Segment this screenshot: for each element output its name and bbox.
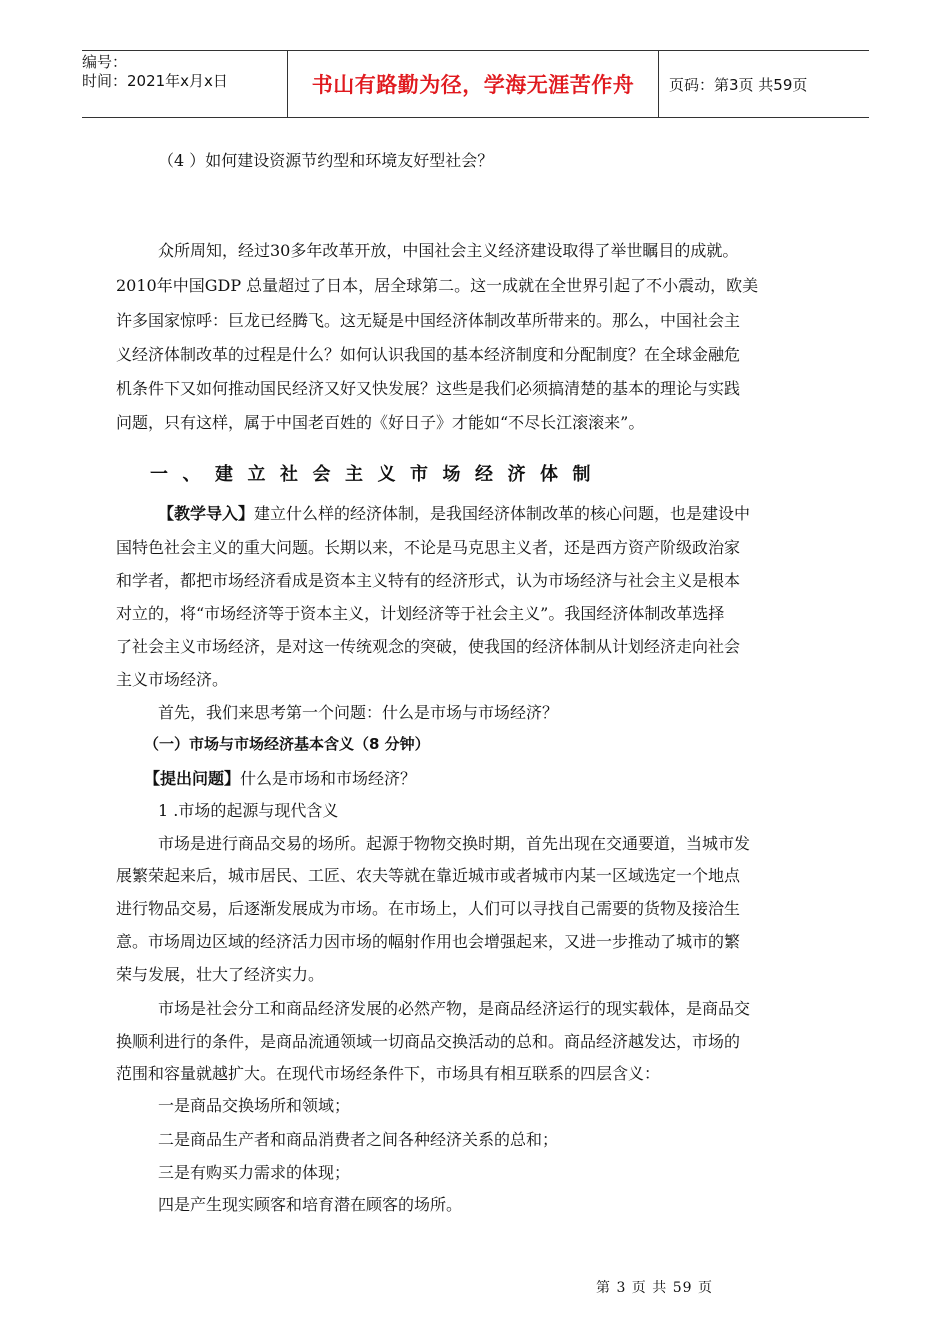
- market-origin-line: 进行物品交易，后逐渐发展成为市场。在市场上，人们可以寻找自己需要的货物及接洽生: [116, 899, 741, 918]
- time-label: 时间：2021年x月x日: [82, 72, 228, 90]
- list-item: 三是有购买力需求的体现；: [158, 1163, 351, 1182]
- first-question: 首先，我们来思考第一个问题：什么是市场与市场经济？: [158, 703, 559, 722]
- question-4: （4 ）如何建设资源节约型和环境友好型社会？: [158, 151, 494, 170]
- item1-title: 1 .市场的起源与现代含义: [158, 801, 339, 820]
- page-footer: 第 3 页 共 59 页: [596, 1280, 713, 1296]
- header-left-block: [82, 51, 287, 117]
- header-page-info: 页码：第3页 共59页: [669, 75, 808, 94]
- teaching-intro-line: 国特色社会主义的重大问题。长期以来，不论是马克思主义者，还是西方资产阶级政治家: [116, 538, 741, 557]
- section-heading: 一、建立社会主义市场经济体制: [150, 464, 605, 485]
- page-header: [82, 50, 869, 118]
- raise-question-tag: 【提出问题】: [144, 769, 241, 788]
- market-product-line: 市场是社会分工和商品经济发展的必然产物，是商品经济运行的现实载体，是商品交: [158, 999, 751, 1018]
- market-origin-line: 意。市场周边区域的经济活力因市场的幅射作用也会增强起来，又进一步推动了城市的繁: [116, 932, 741, 951]
- market-product-line: 范围和容量就越扩大。在现代市场经条件下，市场具有相互联系的四层含义：: [116, 1064, 661, 1083]
- intro-line: 许多国家惊呼：巨龙已经腾飞。这无疑是中国经济体制改革所带来的。那么，中国社会主: [116, 311, 741, 330]
- number-label: 编号：: [82, 53, 128, 71]
- intro-line: 义经济体制改革的过程是什么？如何认识我国的基本经济制度和分配制度？在全球金融危: [116, 345, 741, 364]
- raise-question: [144, 766, 416, 789]
- intro-line: 问题，只有这样，属于中国老百姓的《好日子》才能如“不尽长江滚滚来”。: [116, 413, 645, 432]
- teaching-intro-line: 对立的，将“市场经济等于资本主义，计划经济等于社会主义”。我国经济体制改革选择: [116, 604, 725, 623]
- subsection-title: （一）市场与市场经济基本含义（8 分钟）: [144, 735, 430, 753]
- teaching-intro-line: 主义市场经济。: [116, 670, 229, 689]
- teaching-intro-text: 建立什么样的经济体制，是我国经济体制改革的核心问题，也是建设中: [254, 504, 751, 523]
- market-origin-line: 荣与发展，壮大了经济实力。: [116, 965, 325, 984]
- market-origin-line: 市场是进行商品交易的场所。起源于物物交换时期，首先出现在交通要道，当城市发: [158, 834, 751, 853]
- market-origin-line: 展繁荣起来后，城市居民、工匠、农夫等就在靠近城市或者城市内某一区域选定一个地点: [116, 866, 741, 885]
- list-item: 四是产生现实顾客和培育潜在顾客的场所。: [158, 1195, 463, 1214]
- teaching-intro-tag: 【教学导入】: [158, 504, 255, 523]
- intro-line: 众所周知，经过30多年改革开放，中国社会主义经济建设取得了举世瞩目的成就。: [158, 241, 739, 260]
- teaching-intro-first-line: [158, 501, 750, 524]
- header-motto: 书山有路勤为径，学海无涯苦作舟: [287, 51, 659, 117]
- raise-question-text: 什么是市场和市场经济？: [240, 769, 417, 788]
- intro-line: 2010年中国GDP 总量超过了日本，居全球第二。这一成就在全世界引起了不小震动，欧美: [116, 276, 759, 295]
- market-product-line: 换顺利进行的条件，是商品流通领域一切商品交换活动的总和。商品经济越发达，市场的: [116, 1032, 741, 1051]
- list-item: 二是商品生产者和商品消费者之间各种经济关系的总和；: [158, 1130, 559, 1149]
- list-item: 一是商品交换场所和领域；: [158, 1096, 351, 1115]
- teaching-intro-line: 和学者，都把市场经济看成是资本主义特有的经济形式，认为市场经济与社会主义是根本: [116, 571, 741, 590]
- intro-line: 机条件下又如何推动国民经济又好又快发展？这些是我们必须搞清楚的基本的理论与实践: [116, 379, 741, 398]
- teaching-intro-line: 了社会主义市场经济，是对这一传统观念的突破，使我国的经济体制从计划经济走向社会: [116, 637, 741, 656]
